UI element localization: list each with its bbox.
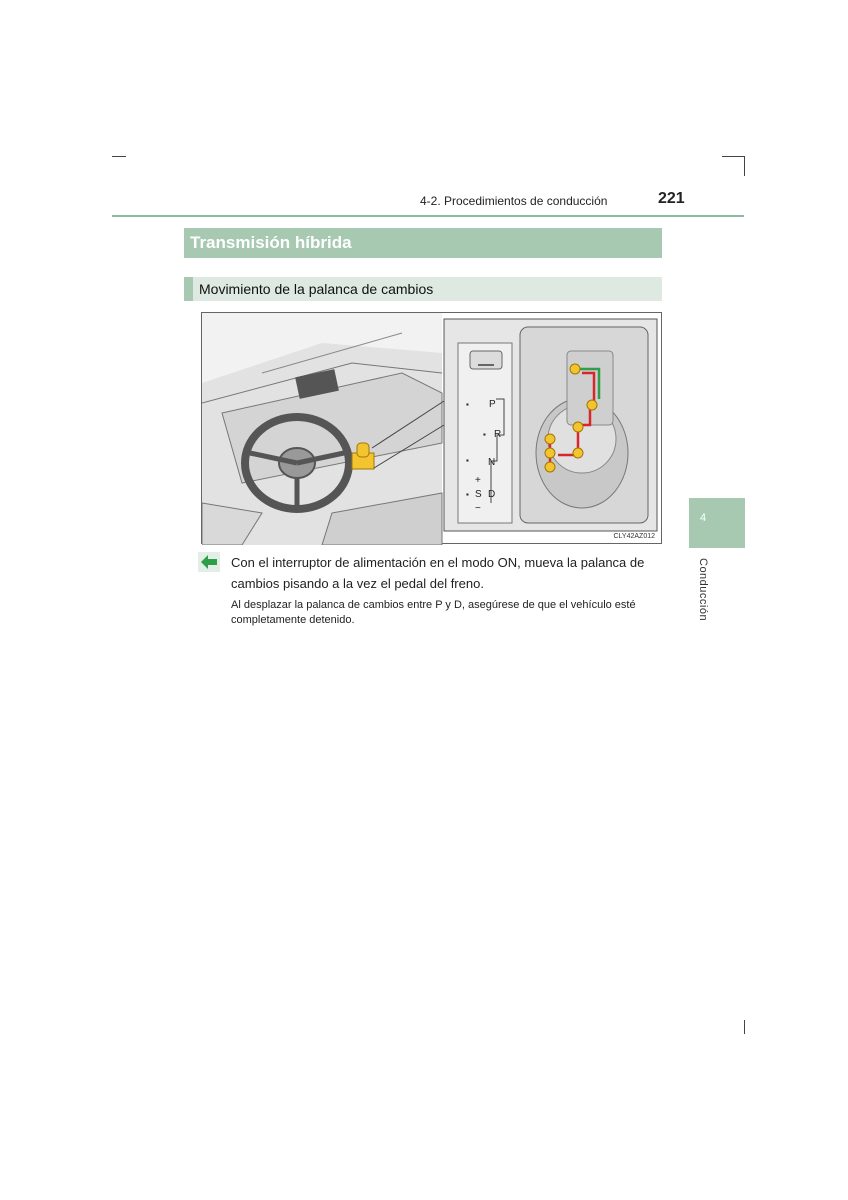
svg-text:▪: ▪ [466,490,469,499]
crop-mark-top-right-h [722,156,744,157]
position-dot [570,364,580,374]
gate-label-s: S [475,489,482,500]
gate-label-plus: + [475,475,481,486]
position-dot [587,400,597,410]
gate-label-p: P [489,399,496,410]
image-code: CLY42AZ012 [613,533,655,540]
gate-label-minus: − [475,503,481,514]
position-dot [545,448,555,458]
instruction-text: Con el interruptor de alimentación en el modo ON, mueva la palanca de cambios pisando a la vez el pedal del freno. [231,555,645,591]
illustration-drawing [202,313,663,545]
chapter-tab [689,498,745,548]
shift-lever-illustration [201,312,662,544]
position-dot [545,434,555,444]
position-dot [573,448,583,458]
header-divider [112,215,744,217]
crop-mark-top-left [112,156,126,157]
page-number: 221 [658,190,685,207]
crop-mark-bottom-right [744,1020,745,1034]
chapter-label: Conducción [697,558,709,622]
svg-text:▪: ▪ [483,430,486,439]
arrow-bullet-icon [198,552,220,572]
svg-text:▪: ▪ [466,456,469,465]
subsection-title: Movimiento de la palanca de cambios [184,277,662,301]
note-text: Al desplazar la palanca de cambios entre P y D, asegúrese de que el vehículo esté completamente detenido. [231,599,636,626]
position-dot [545,462,555,472]
gate-label-d: D [488,489,496,500]
gate-label-n: N [488,457,496,468]
svg-text:▪: ▪ [466,400,469,409]
gate-label-r: R [494,429,502,440]
section-title: Transmisión híbrida [184,228,662,258]
crop-mark-top-right-v [744,156,745,176]
running-header: 4-2. Procedimientos de conducción [420,194,608,208]
chapter-number: 4 [700,512,707,524]
position-dot [573,422,583,432]
